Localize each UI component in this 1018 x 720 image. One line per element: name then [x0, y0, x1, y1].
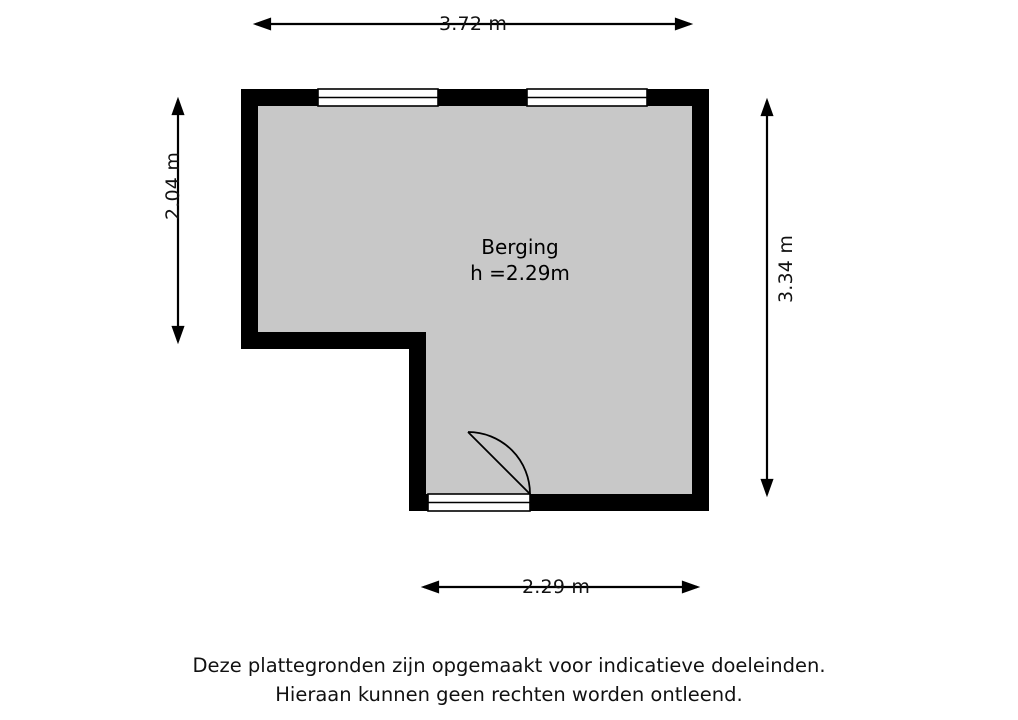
- window-top-left: [318, 89, 438, 106]
- dimension-label-top: 3.72 m: [439, 13, 508, 35]
- dimension-label-right-text: 3.34 m: [775, 234, 797, 304]
- dimension-line-left: [173, 100, 183, 341]
- disclaimer-line-1: Deze plattegronden zijn opgemaakt voor indicatieve doeleinden.: [192, 654, 826, 677]
- dimension-line-right: [762, 101, 772, 494]
- disclaimer-line-2: Hieraan kunnen geen rechten worden ontleend.: [275, 683, 743, 706]
- window-top-right: [527, 89, 647, 106]
- disclaimer: [0, 651, 1018, 709]
- room-name-label: Berging: [481, 235, 559, 259]
- room-floor: [258, 106, 692, 494]
- dimension-label-left-text: 2.04 m: [162, 151, 184, 221]
- room-walls: [241, 89, 709, 511]
- room-height-label: h =2.29m: [470, 261, 570, 285]
- dimension-label-bottom: 2.29 m: [522, 576, 591, 598]
